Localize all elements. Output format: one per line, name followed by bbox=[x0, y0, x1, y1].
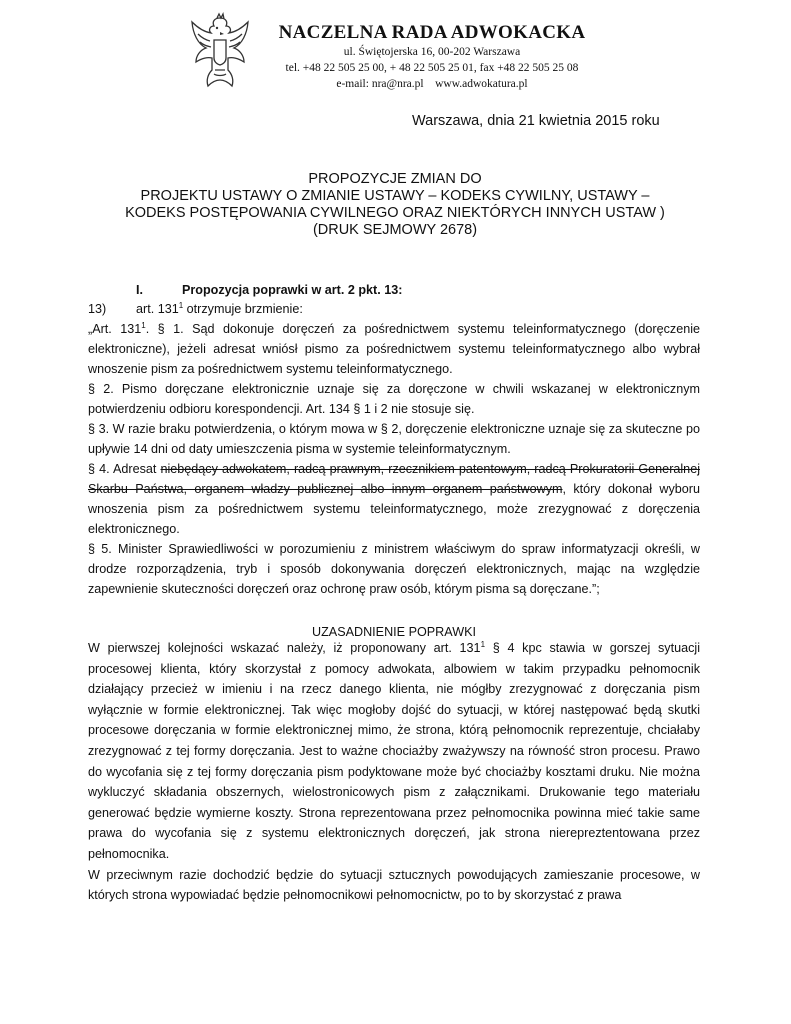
superscript: 1 bbox=[480, 639, 486, 649]
org-phones: tel. +48 22 505 25 00, + 48 22 505 25 01, fax +48 22 505 25 08 bbox=[285, 62, 579, 74]
justification-p1-start: W pierwszej kolejności wskazać należy, iż proponowany art. 131 bbox=[88, 641, 481, 655]
item-text: art. 131 bbox=[136, 302, 179, 316]
article-p4-start: § 4. Adresat bbox=[88, 462, 161, 476]
document-title bbox=[60, 171, 730, 239]
date-line: Warszawa, dnia 21 kwietnia 2015 roku bbox=[412, 113, 660, 129]
item-text-tail: otrzymuje brzmienie: bbox=[183, 302, 303, 316]
item-number: 13) bbox=[88, 302, 107, 316]
article-p4-rest: , który dokonał wyboru wnoszenia pism za pośrednictwem systemu teleinformatycznego, może zrezygnować z doręczenia elektronicznego. bbox=[88, 482, 700, 536]
org-address: ul. Świętojerska 16, 00-202 Warszawa bbox=[343, 46, 521, 58]
justification-p1-rest: § 4 kpc stawia w gorszej sytuacji procesowej klienta, który skorzystał z pomocy adwokata, albowiem w takim przypadku pełnomocnik działający przecież w imieniu i na rzecz danego klienta, nie mógłby zrezygnować z doręczania pism wyłącznie w formie elektronicznej. Tak więc mogłoby dojść do sytuacji, w której następować będą skutki procesowe doręczania w formie elektronicznej mimo, że strona, którą pełnomocnik reprezentuje, chciałaby zrezygnować z tej formy doręczania. Jest to ważne chociażby zważywszy na równość stron procesu. Prawo do wycofania się z tej formy doręczania pism podyktowane może być chociażby kosztami druku. Nie można wykluczyć składania obszernych, wielostronicowych pism z załącznikami. Drukowanie tego materiału generować będzie wymierne koszty. Strona reprezentowana przez pełnomocnika powinna mieć takie same prawa do wycofania się z systemu elektronicznych doręczeń, jak strona nierepreztentowana przez pełnomocnika. bbox=[88, 641, 700, 861]
justification-text bbox=[88, 638, 700, 906]
justification-paragraph-2: W przeciwnym razie dochodzić będzie do sytuacji sztucznych powodujących zamieszanie procesowe, w których strona wypowiadać będzie pełnomocnikowi pełnomocnictw, po to by skorzystać z prawa bbox=[88, 867, 700, 903]
article-paragraph-4 bbox=[88, 459, 700, 539]
article-text bbox=[88, 319, 700, 599]
item-line bbox=[88, 299, 303, 319]
article-p1-rest: . § 1. Sąd dokonuje doręczeń za pośrednictwem systemu teleinformatycznego (doręczenie elektroniczne), jeżeli adresat wniósł pismo za pośrednictwem systemu teleinformatycznego albo wybrał wnoszenie pism za pośrednictwem systemu teleinformatycznego. bbox=[88, 322, 700, 376]
title-line: PROPOZYCJE ZMIAN DO bbox=[308, 171, 482, 187]
justification-heading: UZASADNIENIE POPRAWKI bbox=[312, 625, 476, 639]
superscript: 1 bbox=[178, 300, 184, 310]
section-heading-text: Propozycja poprawki w art. 2 pkt. 13: bbox=[182, 283, 403, 297]
superscript: 1 bbox=[141, 320, 146, 330]
justification-paragraph-1 bbox=[88, 638, 700, 865]
section-heading bbox=[136, 280, 402, 300]
article-paragraph-5: § 5. Minister Sprawiedliwości w porozumieniu z ministrem właściwym do spraw informatyzacji określi, w drodze rozporządzenia, tryb i sposób dokonywania doręczeń elektronicznych, mając na względzie zapewnienie skuteczności doręczeń oraz ochronę praw osób, którym pisma są doręczane.”; bbox=[88, 542, 700, 596]
eagle-emblem-icon bbox=[184, 12, 256, 96]
letterhead bbox=[262, 22, 602, 92]
title-line: KODEKS POSTĘPOWANIA CYWILNEGO ORAZ NIEKTÓRYCH INNYCH USTAW ) bbox=[125, 205, 665, 221]
article-p1-start: „Art. 131 bbox=[88, 322, 142, 336]
struck-text: niebędący adwokatem, radcą prawnym, rzecznikiem patentowym, radcą Prokuratorii Generalnej Skarbu Państwa, organem władzy publicznej albo innym organem państwowym bbox=[88, 462, 700, 496]
article-paragraph-3: § 3. W razie braku potwierdzenia, o którym mowa w § 2, doręczenie elektroniczne uznaje się za skuteczne po upływie 14 dni od daty umieszczenia pisma w systemie teleinformatycznym. bbox=[88, 422, 700, 456]
org-contact: e-mail: nra@nra.pl www.adwokatura.pl bbox=[336, 78, 528, 90]
org-name: NACZELNA RADA ADWOKACKA bbox=[278, 22, 586, 43]
section-number: I. bbox=[136, 283, 143, 297]
article-paragraph-1 bbox=[88, 319, 700, 379]
title-line: PROJEKTU USTAWY O ZMIANIE USTAWY – KODEKS CYWILNY, USTAWY – bbox=[140, 188, 650, 204]
title-line: (DRUK SEJMOWY 2678) bbox=[312, 222, 478, 238]
article-paragraph-2: § 2. Pismo doręczane elektronicznie uznaje się za doręczone w chwili wskazanej w elektronicznym potwierdzeniu odbioru korespondencji. Art. 134 § 1 i 2 nie stosuje się. bbox=[88, 382, 700, 416]
